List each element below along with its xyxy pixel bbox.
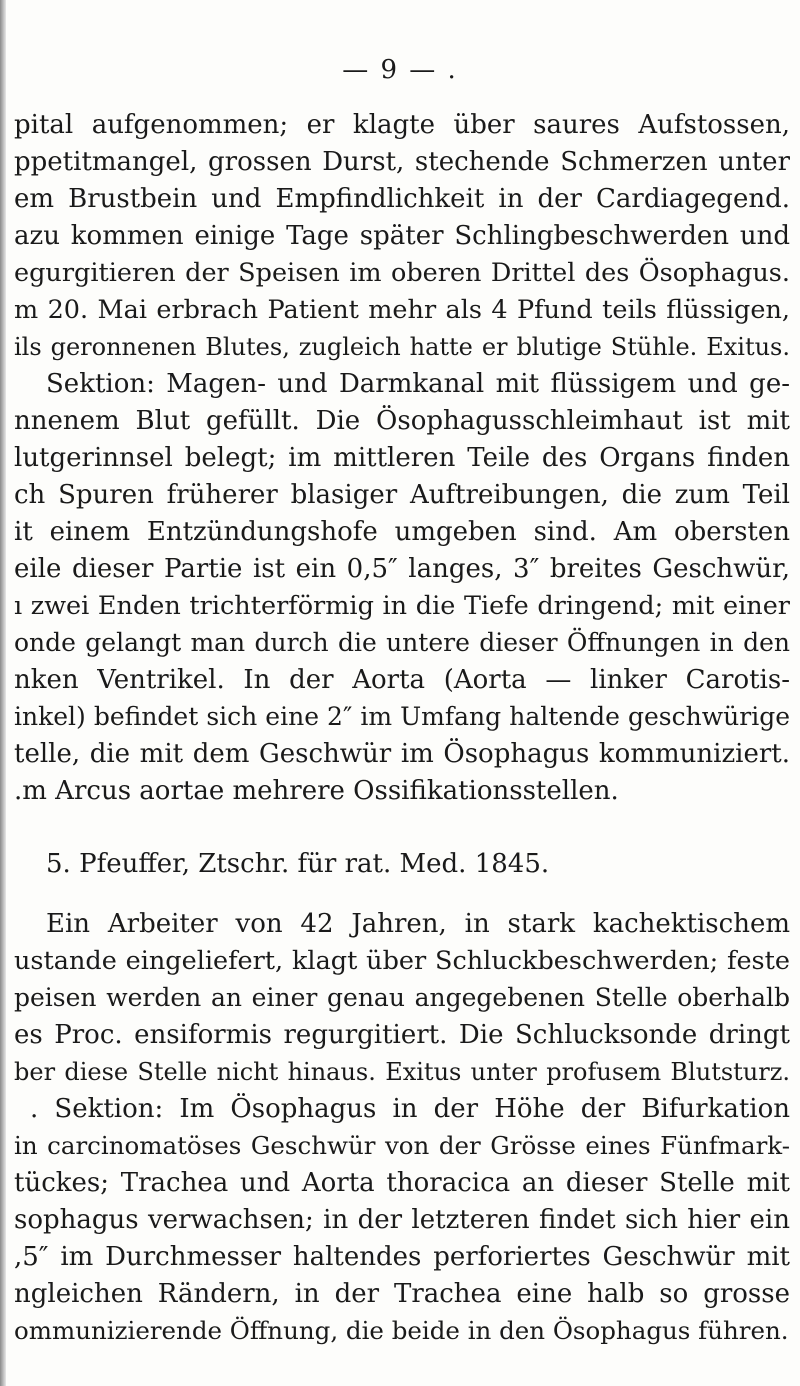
- text-line: it einem Entzündungshofe umgeben sind. Am obersten: [14, 517, 790, 547]
- text-line: nnenem Blut gefüllt. Die Ösophagusschleimhaut ist mit: [14, 406, 790, 436]
- text-line: . Sektion: Im Ösophagus in der Höhe der Bifurkation: [30, 1094, 790, 1124]
- text-line: ngleichen Rändern, in der Trachea eine halb so grosse: [14, 1279, 790, 1309]
- text-line: ils geronnenen Blutes, zugleich hatte er blutige Stühle. Exitus.: [14, 333, 790, 361]
- reference-heading: 5. Pfeuffer, Ztschr. für rat. Med. 1845.: [46, 849, 550, 879]
- page-number: — 9 — .: [342, 55, 458, 85]
- text-line: sophagus verwachsen; in der letzteren findet sich hier ein: [14, 1205, 790, 1235]
- text-line: m 20. Mai erbrach Patient mehr als 4 Pfund teils flüssigen,: [14, 295, 790, 325]
- text-line: in carcinomatöses Geschwür von der Grösse eines Fünfmark-: [14, 1131, 790, 1160]
- text-line: ber diese Stelle nicht hinaus. Exitus unter profusem Blutsturz.: [14, 1058, 790, 1086]
- text-line: inkel) befindet sich eine 2″ im Umfang haltende geschwürige: [14, 702, 790, 731]
- text-line: es Proc. ensiformis regurgitiert. Die Schlucksonde dringt: [14, 1020, 790, 1050]
- text-line: ppetitmangel, grossen Durst, stechende Schmerzen unter: [14, 147, 790, 177]
- text-line: Ein Arbeiter von 42 Jahren, in stark kachektischem: [46, 909, 790, 939]
- page-binding-edge: [0, 0, 6, 1386]
- text-line: eile dieser Partie ist ein 0,5″ langes, 3″ breites Geschwür,: [14, 554, 790, 584]
- text-line: nken Ventrikel. In der Aorta (Aorta — linker Carotis-: [14, 665, 790, 695]
- text-line: telle, die mit dem Geschwür im Ösophagus kommuniziert.: [14, 739, 790, 769]
- text-line: azu kommen einige Tage später Schlingbeschwerden und: [14, 221, 790, 251]
- text-line: pital aufgenommen; er klagte über saures Aufstossen,: [14, 110, 790, 140]
- text-line: .m Arcus aortae mehrere Ossifikationsstellen.: [14, 776, 619, 806]
- text-line: Sektion: Magen- und Darmkanal mit flüssigem und ge-: [46, 369, 790, 399]
- text-line: ch Spuren früherer blasiger Auftreibungen, die zum Teil: [14, 480, 790, 510]
- text-line: onde gelangt man durch die untere dieser Öffnungen in den: [14, 628, 790, 657]
- text-line: egurgitieren der Speisen im oberen Drittel des Ösophagus.: [14, 258, 790, 288]
- text-line: peisen werden an einer genau angegebenen Stelle oberhalb: [14, 983, 790, 1012]
- text-line: ı zwei Enden trichterförmig in die Tiefe dringend; mit einer: [14, 591, 790, 621]
- text-line: em Brustbein und Empfindlichkeit in der Cardiagegend.: [14, 184, 790, 214]
- text-line: tückes; Trachea und Aorta thoracica an dieser Stelle mit: [14, 1168, 790, 1198]
- text-line: ,5″ im Durchmesser haltendes perforiertes Geschwür mit: [14, 1242, 790, 1272]
- text-line: ommunizierende Öffnung, die beide in den Ösophagus führen.: [14, 1316, 789, 1345]
- text-line: lutgerinnsel belegt; im mittleren Teile des Organs finden: [14, 443, 790, 473]
- text-line: ustande eingeliefert, klagt über Schluckbeschwerden; feste: [14, 946, 790, 976]
